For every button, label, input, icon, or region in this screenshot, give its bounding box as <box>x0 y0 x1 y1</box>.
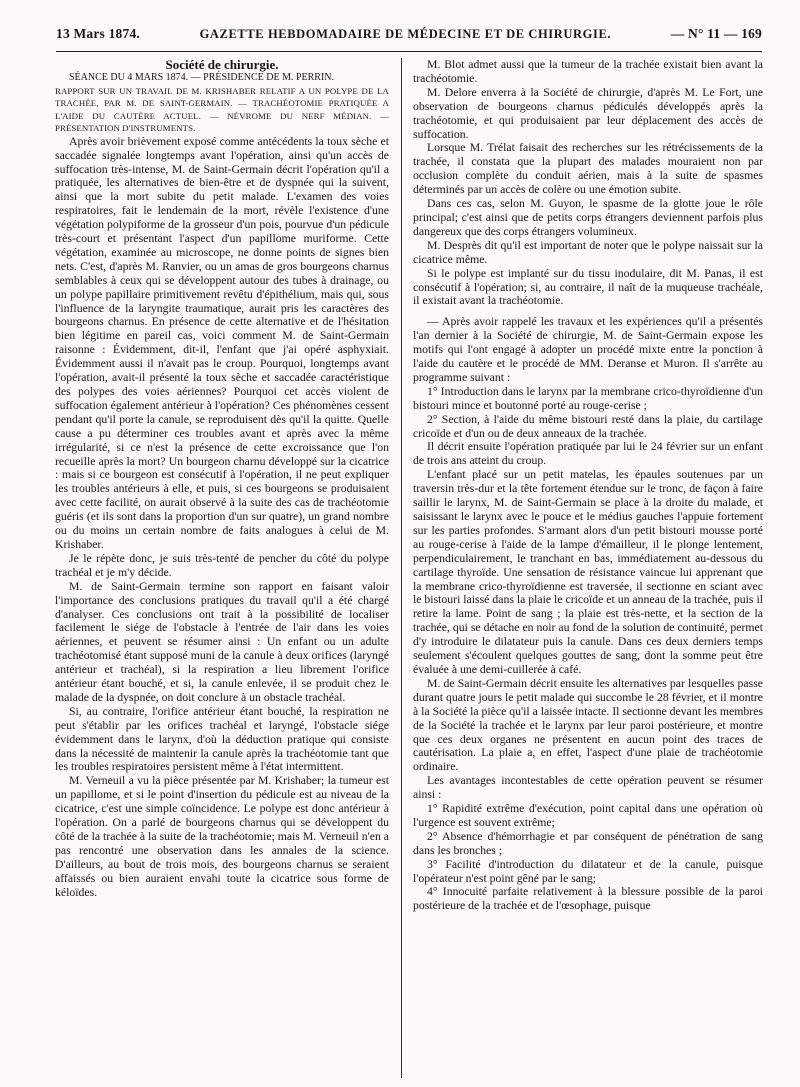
paragraph: Si, au contraire, l'orifice antérieur étant bouché, la respiration ne peut s'établir par les orifices trachéal et laryngé, l'obstacle siége évidemment dans le larynx, d'où la déduction pratique qui consiste dans la nécessité de maintenir la canule après la trachéotomie tant que les troubles respiratoires persistent même à l'état intermittent. <box>55 704 389 774</box>
list-item: 4° Innocuité parfaite relativement à la blessure possible de la paroi postérieure de la trachée et de l'œsophage, puisque <box>413 885 763 913</box>
paragraph: M. Blot admet aussi que la tumeur de la trachée existait bien avant la trachéotomie. <box>413 58 763 85</box>
seance-line: SÉANCE DU 4 MARS 1874. — PRÉSIDENCE DE M. PERRIN. <box>69 71 335 83</box>
section-title: Société de chirurgie. <box>165 58 279 72</box>
paragraph: M. Verneuil a vu la pièce présentée par M. Krishaber; la tumeur est un papillome, et si le point d'insertion du pédicule est au niveau de la cicatrice, c'est une simple coïncidence. Le polype est donc antérieur à l'opération. On a parlé de bourgeons charnus qui se développent du côté de la trachée à la suite de la trachéotomie; mais M. Verneuil n'en a pas rencontré une observation dans les annales de la science. D'ailleurs, au bout de trois mois, des bourgeons charnus se seraient affaissés ou bien auraient envahi toute la cicatrice sous forme de kéloïdes. <box>55 774 389 899</box>
session-summary: RAPPORT SUR UN TRAVAIL DE M. KRISHABER RELATIF A UN POLYPE DE LA TRACHÉE, PAR M. DE SAINT-GERMAIN. — TRACHÉOTOMIE PRATIQUÉE A L'AIDE DU CAUTÈRE ACTUEL. — NÉVROME DU NERF MÉDIAN. — PRÉSENTATION D'INSTRUMENTS. <box>55 85 389 134</box>
paragraph: Il décrit ensuite l'opération pratiquée par lui le 24 février sur un enfant de trois ans atteint du croup. <box>413 440 763 468</box>
paragraph: M. Desprès dit qu'il est important de noter que le polype naissait sur la cicatrice même. <box>413 238 763 266</box>
paragraph: Les avantages incontestables de cette opération peuvent se résumer ainsi : <box>413 774 763 802</box>
paragraph: M. Delore enverra à la Société de chirurgie, d'après M. Le Fort, une observation de bourgeons charnus pédiculés développés après la trachéotomie, et qui produisaient par leur déplacement des accès de suffocation. <box>413 85 763 141</box>
column-divider <box>401 58 402 1078</box>
issue-page-number: — N° 11 — 169 <box>670 26 762 41</box>
paragraph: Après avoir brièvement exposé comme antécédents la toux sèche et saccadée signalée longtemps avant l'opération, ainsi qu'un accès de suffocation très-intense, M. de Saint-Germain décrit l'opération qu'il a pratiquée, les alternatives de bien-être et de dyspnée qui la suivent, ainsi que la mort subite du petit malade. L'examen des voies respiratoires, fait le lendemain de la mort, révèle l'existence d'une végétation polypiforme de la grosseur d'un pois, pourvue d'un pédicule très-court et présentant l'aspect d'un papillome muriforme. Cette végétation, examinée au microscope, ne donne points de signes bien nets. C'est, d'après M. Ranvier, ou un amas de gros bourgeons charnus semblables à ceux qui se développent autour des tubes à drainage, ou un polype papillaire primitivement revêtu d'épithélium, mais qui, sous l'influence de la laryngite traumatique, aurait pris les caractères des bourgeons charnus. En présence de cette alternative et de l'hésitation bien légitime en pareil cas, voici comment M. de Saint-Germain raisonne : Évidemment, dit-il, l'enfant que j'ai opéré asphyxiait. Évidemment aussi il n'avait pas le croup. Pourquoi, longtemps avant l'opération, avait-il présenté la toux sèche et saccadée caractéristique des polypes des voies aériennes? Pourquoi cet accès violent de suffocation également antérieur à l'opération? Ces phénomènes cessent pendant qu'il porte la canule, se reproduisent dès qu'il la quitte. Quelle cause a pu déterminer ces troubles avant et après avec la même irrégularité, si ce n'est la présence de cette excroissance que l'on recueille après la mort? Un bourgeon charnu développé sur la cicatrice : mais si ce bourgeon est consécutif à l'opération, il ne peut expliquer les troubles antérieurs à elle, et puis, si ces bourgeons se produisaient avec cette facilité, on aurait observé à la suite des cas de trachéotomie guéris (et ils sont dans la proportion d'un sur quatre), un grand nombre ou du moins un certain nombre de faits analogues à celui de M. Krishaber. <box>55 134 389 551</box>
paragraph: M. de Saint-Germain termine son rapport en faisant valoir l'importance des conclusions pratiques du travail qu'il a été chargé d'analyser. Ces conclusions ont trait à la possibilité de localiser facilement le siége de l'obstacle à l'entrée de l'air dans les voies aériennes, et peuvent se résumer ainsi : Un enfant ou un adulte trachéotomisé étant supposé muni de la canule à deux orifices (laryngé antérieur et trachéal), si la respiration a lieu librement l'orifice antérieur étant bouché, et si, la canule enlevée, il se produit chez le malade de la dyspnée, on doit conclure à un obstacle trachéal. <box>55 579 389 704</box>
paragraph: L'enfant placé sur un petit matelas, les épaules soutenues par un traversin très-dur et la tête fortement étendue sur le tronc, de façon à faire saillir le larynx, M. de Saint-Germain se place à la droite du malade, et saisissant le larynx avec le pouce et le médius gauches l'appuie fortement sur les parties profondes. S'armant alors d'un petit bistouri mousse porté au rouge-cerise à l'aide de la lampe d'émailleur, il le plonge lentement, perpendiculairement, le tranchant en bas, immédiatement au-dessous du cartilage thyroïde. Une sensation de résistance vaincue lui apprenant que la membrane crico-thyroïdienne est traversée, il sectionne en sciant avec le bistouri laissé dans la plaie le cricoïde et un anneau de la trachée, puis il retire la lame. Point de sang ; la plaie est très-nette, et la section de la trachée, qui se détache en noir au fond de la solution de continuité, permet d'y introduire le dilatateur puis la canule. Dans ces deux derniers temps seulement s'écoulent quelques gouttes de sang, dont la somme peut être évaluée à une demi-cuillerée à café. <box>413 468 763 676</box>
journal-title: GAZETTE HEBDOMADAIRE DE MÉDECINE ET DE CHIRURGIE. <box>199 27 612 41</box>
page-header <box>56 26 762 52</box>
list-item: 1° Rapidité extrême d'exécution, point capital dans une opération où l'urgence est souvent extrême; <box>413 802 763 829</box>
header-date: 13 Mars 1874. <box>56 26 140 41</box>
paragraph: — Après avoir rappelé les travaux et les expériences qu'il a présentés l'an dernier à la Société de chirurgie, M. de Saint-Germain expose les motifs qui l'ont engagé à adopter un procédé mixte entre la ponction à l'aide du cautère et le procédé de MM. Deranse et Muron. Il s'arrête au programme suivant : <box>413 315 763 384</box>
left-column <box>55 58 389 1078</box>
list-item: 2° Absence d'hémorrhagie et par conséquent de pénétration de sang dans les bronches ; <box>413 829 763 857</box>
list-item: 2° Section, à l'aide du même bistouri resté dans la plaie, du cartilage cricoïde et d'un ou de deux anneaux de la trachée. <box>413 412 763 440</box>
right-column <box>413 58 763 1078</box>
list-item: 1° Introduction dans le larynx par la membrane crico-thyroïdienne d'un bistouri mince et boutonné porté au rouge-cerise ; <box>413 384 763 412</box>
paragraph: Je le répète donc, je suis très-tenté de pencher du côté du polype trachéal et je m'y décide. <box>55 551 389 579</box>
paragraph: Si le polype est implanté sur du tissu inodulaire, dit M. Panas, il est consécutif à l'opération; si, au contraire, il naît de la muqueuse trachéale, il existait avant la trachéotomie. <box>413 266 763 308</box>
list-item: 3° Facilité d'introduction du dilatateur et de la canule, puisque l'opérateur n'est point gêné par le sang; <box>413 857 763 885</box>
paragraph: Lorsque M. Trélat faisait des recherches sur les rétrécissements de la trachée, il constata que la plupart des malades mouraient non par occlusion complète du conduit aérien, mais à la suite de spasmes déterminés par un accès de colère ou une émotion subite. <box>413 141 763 197</box>
paragraph: M. de Saint-Germain décrit ensuite les alternatives par lesquelles passe durant quatre jours le petit malade qui succombe le 28 février, et il montre à la Société la pièce qu'il a laissée intacte. Il sectionne devant les membres de la Société la trachée et le larynx par leur paroi postérieure, et montre que ces deux organes ne présentent en aucun point des traces de cautérisation. La plaie a, en effet, l'aspect d'une plaie de trachéotomie ordinaire. <box>413 676 763 774</box>
paragraph: Dans ces cas, selon M. Guyon, le spasme de la glotte joue le rôle principal; c'est ainsi que de petits corps étrangers deviennent parfois plus dangereux que des corps étrangers volumineux. <box>413 197 763 238</box>
